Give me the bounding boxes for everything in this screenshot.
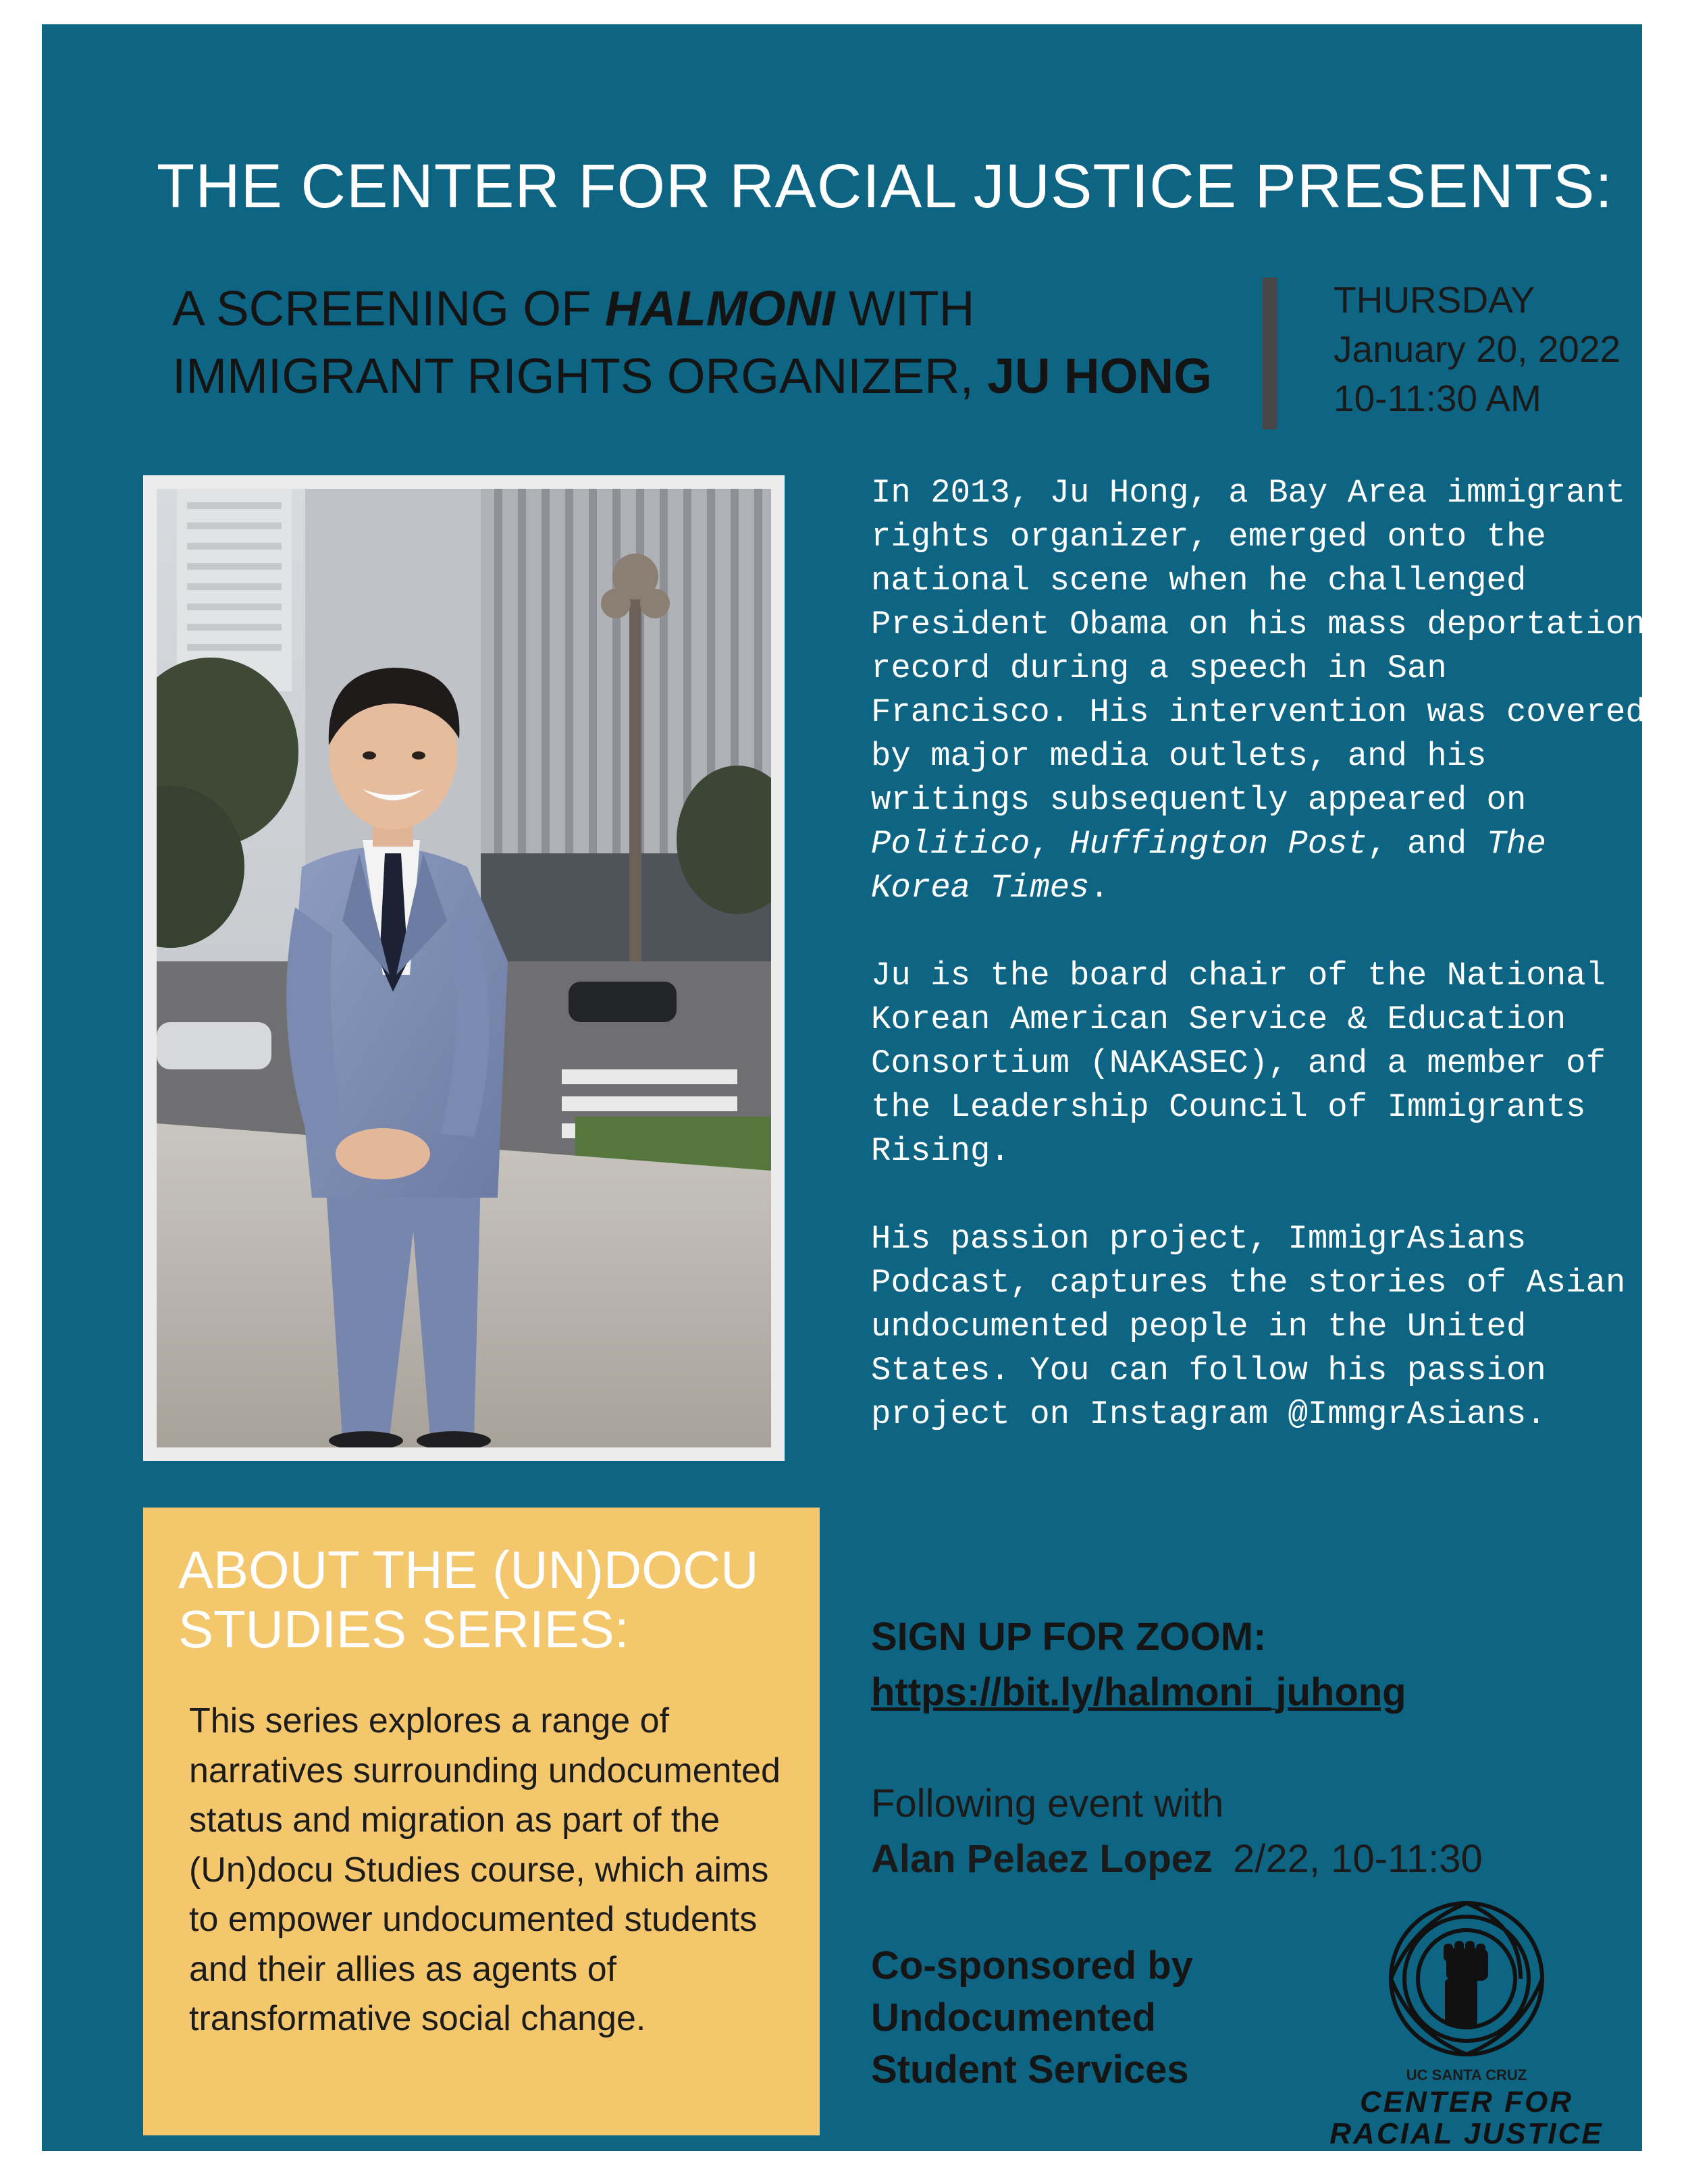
logo-name-line-1: CENTER FOR [1360,2085,1573,2119]
cosponsor-line: Undocumented [871,1996,1157,2040]
logo-name-line-2: RACIAL JUSTICE [1329,2117,1604,2150]
divider [1263,277,1277,429]
bio-text: , and [1367,825,1487,863]
event-title-line-1 [172,275,1239,343]
cosponsor [871,1940,1193,2096]
following-event-details [871,1832,1483,1887]
event-day: THURSDAY [1334,279,1535,321]
following-event-speaker: Alan Pelaez Lopez [871,1837,1213,1881]
publication-korea-times: The Korea Times [871,825,1546,907]
following-event-datetime: 2/22, 10-11:30 [1233,1837,1483,1881]
about-heading-line: STUDIES SERIES: [178,1599,629,1659]
cosponsor-line: Student Services [871,2048,1189,2092]
zoom-signup-label: SIGN UP FOR ZOOM: [871,1615,1267,1659]
event-title-line-2 [172,343,1239,410]
poster [42,24,1645,2151]
center-for-racial-justice-logo [1318,1884,1615,2154]
film-title: HALMONI [604,282,835,336]
bio-paragraph-1 [871,471,1654,910]
logo-ucsc-text: UC SANTA CRUZ [1406,2067,1527,2083]
bio-paragraph-2: Ju is the board chair of the National Korean American Service & Education Consortium (NAKASEC), and a member of the Leadership Council of Immigrants Rising. [871,957,1606,1170]
bio-text: , [1030,825,1070,863]
about-series-body: This series explores a range of narratives surrounding undocumented status and migration as part of the (Un)docu Studies course, which aims to empower undocumented students and their allies as agents of transformative social change. [189,1701,781,2038]
bio-text: . [1089,869,1109,907]
event-title-text: WITH [835,282,975,336]
bio-text: In 2013, Ju Hong, a Bay Area immigrant rights organizer, emerged onto the national scene when he challenged President Obama on his mass deportation record during a speech in San Francisco. His intervention was covered by major media outlets, and his writings subsequently appeared on [871,474,1645,819]
cosponsor-line: Co-sponsored by [871,1944,1193,1988]
following-event-label: Following event with [871,1782,1224,1826]
speaker-photo [143,475,785,1461]
raised-fist-icon [1318,1884,1615,2067]
about-series-panel [143,1508,820,2135]
event-title-text: A SCREENING OF [172,282,605,336]
about-heading-line: ABOUT THE (UN)DOCU [178,1540,759,1599]
following-event [871,1776,1483,1887]
event-date: January 20, 2022 [1334,328,1621,370]
zoom-signup-link[interactable]: https://bit.ly/halmoni_juhong [871,1670,1406,1714]
publication-politico: Politico [871,825,1030,863]
event-time: 10-11:30 AM [1334,377,1541,419]
speaker-name: JU HONG [987,349,1212,404]
event-title [172,275,1239,410]
publication-huffington-post: Huffington Post [1070,825,1368,863]
event-title-text: IMMIGRANT RIGHTS ORGANIZER, [172,349,988,404]
zoom-signup [871,1609,1406,1720]
event-datetime [1334,275,1620,423]
speaker-bio [871,471,1654,1481]
presenter-title: THE CENTER FOR RACIAL JUSTICE PRESENTS: [157,152,1613,221]
about-series-heading [178,1540,806,1659]
speaker-photo-illustration [157,489,771,1447]
bio-paragraph-3: His passion project, ImmigrAsians Podcast, captures the stories of Asian undocumented people in the United States. You can follow his passion project on Instagram @ImmgrAsians. [871,1220,1626,1433]
